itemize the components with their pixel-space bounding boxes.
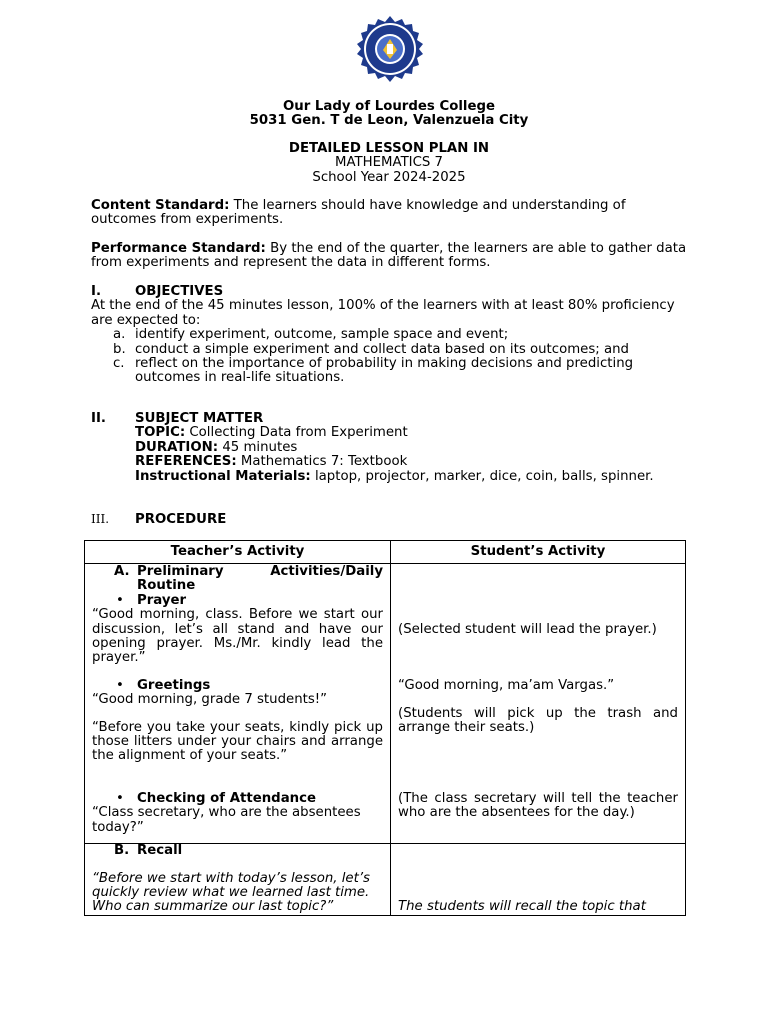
topic-line xyxy=(91,426,687,440)
document-title-block xyxy=(91,142,687,185)
procedure-table xyxy=(84,540,686,916)
objective-item xyxy=(91,343,687,357)
recall-teacher-text: “Before we start with today’s lesson, let’s quickly review what we learned last time. Who can summarize our last topic?” xyxy=(92,870,370,915)
school-seal-logo xyxy=(355,14,425,84)
subject-matter-section xyxy=(91,412,687,484)
objective-item xyxy=(91,357,687,386)
greetings-student-text: “Good morning, ma’am Vargas.” xyxy=(398,678,615,694)
section-a-heading xyxy=(92,565,383,594)
subject-title: MATHEMATICS 7 xyxy=(334,155,444,171)
student-activity-cell xyxy=(391,844,686,916)
references-label: REFERENCES: xyxy=(135,454,237,470)
objective-marker: a. xyxy=(113,327,126,343)
duration-value: 45 minutes xyxy=(218,439,298,455)
table-row xyxy=(85,844,686,916)
objectives-number: I. xyxy=(91,284,101,299)
student-activity-cell xyxy=(391,564,686,844)
section-b-marker: B. xyxy=(114,843,130,859)
attendance-label: Checking of Attendance xyxy=(137,790,317,806)
procedure-heading: PROCEDURE xyxy=(135,512,227,527)
objectives-heading: OBJECTIVES xyxy=(135,284,224,299)
prayer-heading: • Prayer xyxy=(116,592,187,608)
subject-matter-number: II. xyxy=(91,411,106,426)
duration-label: DURATION: xyxy=(135,439,219,455)
performance-standard-label: Performance Standard: xyxy=(91,241,266,256)
school-header xyxy=(91,100,687,129)
table-header-row xyxy=(85,541,686,564)
objectives-list xyxy=(91,328,687,386)
procedure-heading-line xyxy=(91,512,687,527)
attendance-heading: • Checking of Attendance xyxy=(116,790,317,806)
content-standard-label: Content Standard: xyxy=(91,198,230,213)
teacher-activity-header: Teacher’s Activity xyxy=(85,541,391,564)
procedure-number: III. xyxy=(91,512,110,526)
seats-teacher-text: “Before you take your seats, kindly pick up those litters under your chairs and arrange the alignment of your seats.” xyxy=(92,719,383,764)
attendance-teacher-text: “Class secretary, who are the absentees today?” xyxy=(92,805,361,835)
seats-student-text: (Students will pick up the trash and arrange their seats.) xyxy=(398,705,678,736)
materials-value: laptop, projector, marker, dice, coin, balls, spinner. xyxy=(310,468,654,484)
greetings-teacher-text: “Good morning, grade 7 students!” xyxy=(92,692,327,708)
school-year: School Year 2024-2025 xyxy=(312,169,466,185)
attendance-student-text: (The class secretary will tell the teacher who are the absentees for the day.) xyxy=(398,790,678,821)
objective-item xyxy=(91,328,687,342)
section-b-title: Recall xyxy=(137,843,183,859)
recall-student-text: The students will recall the topic that xyxy=(398,899,646,915)
objectives-section xyxy=(91,285,687,386)
prayer-student-text: (Selected student will lead the prayer.) xyxy=(398,622,657,637)
greetings-heading: • Greetings xyxy=(116,677,211,693)
duration-line xyxy=(91,441,687,455)
objective-marker: c. xyxy=(113,356,125,372)
references-value: Mathematics 7: Textbook xyxy=(236,454,408,470)
teacher-activity-cell xyxy=(85,564,391,844)
topic-value: Collecting Data from Experiment xyxy=(185,425,408,441)
student-activity-header: Student’s Activity xyxy=(391,541,686,564)
prayer-teacher-text: “Good morning, class. Before we start our discussion, let’s all stand and have our opening prayer. Ms./Mr. kindly lead the prayer.” xyxy=(92,607,383,666)
objective-text: reflect on the importance of probability in making decisions and predicting outcomes in real-life situations. xyxy=(135,356,634,386)
objectives-intro: At the end of the 45 minutes lesson, 100% of the learners with at least 80% proficiency are expected to: xyxy=(91,298,675,328)
content-standard-text: The learners should have knowledge and understanding of outcomes from experiments. xyxy=(91,198,626,228)
school-name: Our Lady of Lourdes College xyxy=(282,99,496,114)
teacher-activity-cell xyxy=(85,844,391,916)
materials-label: Instructional Materials: xyxy=(135,468,311,484)
materials-line xyxy=(91,470,687,484)
subject-matter-heading: SUBJECT MATTER xyxy=(135,411,264,426)
performance-standard-text: By the end of the quarter, the learners are able to gather data from experiments and represent the data in different forms. xyxy=(91,241,687,271)
topic-label: TOPIC: xyxy=(135,425,186,441)
section-b-heading xyxy=(92,844,383,858)
document-title: DETAILED LESSON PLAN IN xyxy=(288,141,490,156)
objective-marker: b. xyxy=(113,341,126,357)
section-a-title: Preliminary Activities/Daily Routine xyxy=(137,564,383,594)
references-line xyxy=(91,455,687,469)
objective-text: identify experiment, outcome, sample space and event; xyxy=(135,327,509,343)
prayer-label: Prayer xyxy=(137,592,187,608)
greetings-label: Greetings xyxy=(137,677,211,693)
content-standard xyxy=(91,199,687,228)
table-row xyxy=(85,564,686,844)
performance-standard xyxy=(91,242,687,271)
section-a-marker: A. xyxy=(114,564,130,579)
objective-text: conduct a simple experiment and collect data based on its outcomes; and xyxy=(135,341,629,357)
school-address: 5031 Gen. T de Leon, Valenzuela City xyxy=(249,113,529,129)
